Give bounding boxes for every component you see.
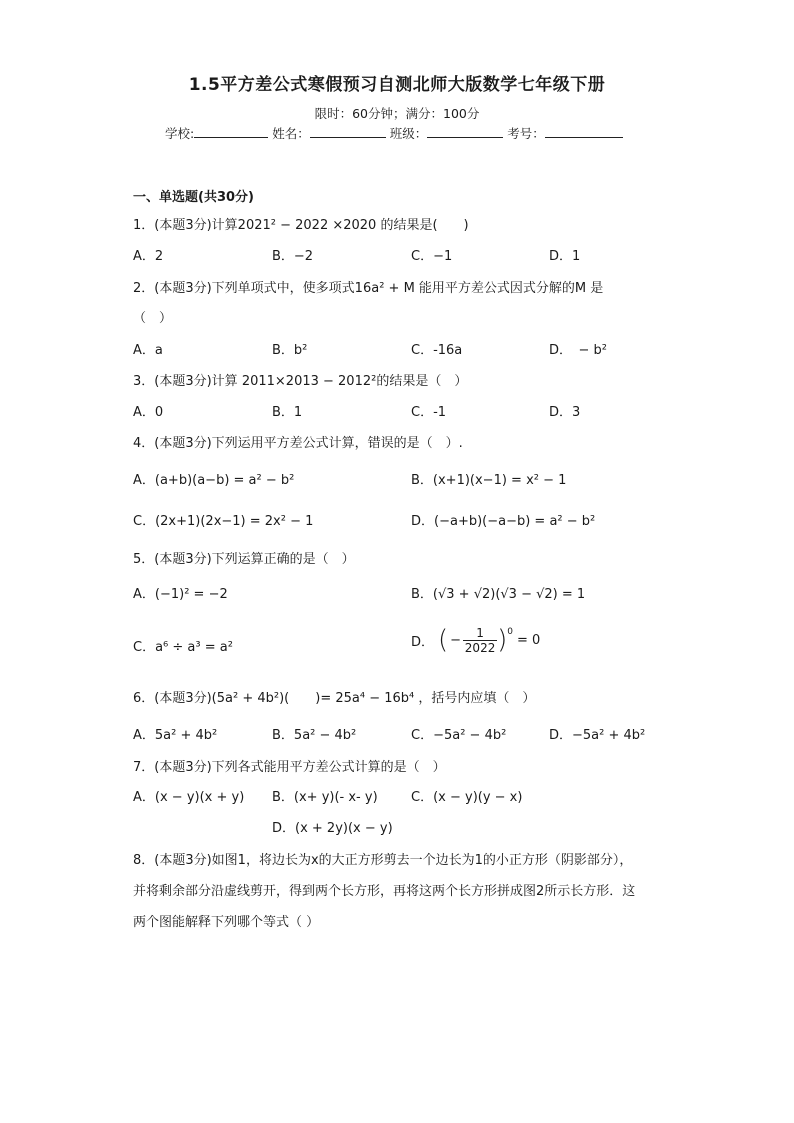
option-c: C．−1 [411, 249, 453, 264]
question-stem: 5．(本题3分)下列运算正确的是（ ） [133, 552, 355, 567]
exponent-zero: 0 [507, 627, 513, 637]
question-stem-cont: （ ） [133, 311, 173, 326]
option-a: A．(x − y)(x + y) [133, 790, 245, 805]
page-title: 1.5平方差公式寒假预习自测北师大版数学七年级下册 [188, 75, 606, 95]
option-d: D．(−a+b)(−a−b) = a² − b² [411, 514, 596, 529]
option-d: D． − b² [549, 343, 607, 358]
question-stem: 2．(本题3分)下列单项式中，使多项式16a² + M 能用平方差公式因式分解的M 是 [133, 281, 604, 296]
section-heading: 一、单选题(共30分) [133, 190, 254, 205]
question-stem: 6．(本题3分)(5a² + 4b²)( )= 25a⁴ − 16b⁴ ，括号内应填（ ） [133, 691, 536, 706]
question-stem: 1．(本题3分)计算2021² − 2022 ×2020 的结果是( ) [133, 218, 469, 233]
option-b: B．(x+ y)(- x- y) [272, 790, 378, 805]
option-d: D．(x + 2y)(x − y) [272, 821, 393, 836]
fraction [463, 626, 497, 655]
name-blank[interactable] [310, 125, 386, 138]
option-a: A．(−1)² = −2 [133, 587, 228, 602]
fraction-numerator: 1 [476, 625, 484, 640]
option-b: B．(x+1)(x−1) = x² − 1 [411, 473, 567, 488]
question-stem-cont: 并将剩余部分沿虚线剪开，得到两个长方形，再将这两个长方形拼成图2所示长方形．这 [133, 884, 636, 899]
option-c: C．(2x+1)(2x−1) = 2x² − 1 [133, 514, 314, 529]
option-c: C．-1 [411, 405, 447, 420]
left-paren: ( [438, 625, 449, 655]
option-a: A．(a+b)(a−b) = a² − b² [133, 473, 295, 488]
fraction-denominator: 2022 [464, 640, 496, 655]
exam-no-blank[interactable] [545, 125, 623, 138]
option-c: C．(x − y)(y − x) [411, 790, 523, 805]
option-d [411, 625, 540, 655]
question-stem-cont: 两个图能解释下列哪个等式（ ） [133, 915, 320, 930]
option-c: C．−5a² − 4b² [411, 728, 507, 743]
exam-limits: 限时：60分钟；满分：100分 [314, 106, 480, 121]
option-c: C．-16a [411, 343, 463, 358]
class-blank[interactable] [427, 125, 503, 138]
equals-zero: = 0 [516, 632, 541, 648]
option-d: D．−5a² + 4b² [549, 728, 646, 743]
exam-no-label: 考号： [507, 126, 545, 141]
option-b: B．(√3 + √2)(√3 − √2) = 1 [411, 587, 586, 602]
option-b: B．−2 [272, 249, 314, 264]
option-d: D．3 [549, 405, 581, 420]
info-fields [165, 124, 623, 142]
option-a: A．a [133, 343, 163, 358]
class-label: 班级： [389, 126, 428, 141]
option-b: B．b² [272, 343, 308, 358]
question-stem: 4．(本题3分)下列运用平方差公式计算，错误的是（ ）. [133, 436, 463, 451]
option-a: A．2 [133, 249, 164, 264]
right-paren: ) [497, 625, 508, 655]
option-b: B．5a² − 4b² [272, 728, 357, 743]
option-b: B．1 [272, 405, 303, 420]
school-label: 学校: [165, 126, 195, 141]
option-d-label: D． [411, 634, 435, 650]
school-blank[interactable] [194, 125, 268, 138]
option-a: A．0 [133, 405, 164, 420]
minus-sign: − [450, 632, 462, 648]
question-stem: 3．(本题3分)计算 2011×2013 − 2012²的结果是（ ） [133, 374, 468, 389]
option-d: D．1 [549, 249, 581, 264]
question-stem: 7．(本题3分)下列各式能用平方差公式计算的是（ ） [133, 760, 446, 775]
question-stem: 8．(本题3分)如图1，将边长为x的大正方形剪去一个边长为1的小正方形（阴影部分）， [133, 853, 633, 868]
option-a: A．5a² + 4b² [133, 728, 218, 743]
option-c: C．a⁶ ÷ a³ = a² [133, 640, 233, 655]
name-label: 姓名： [272, 126, 310, 141]
